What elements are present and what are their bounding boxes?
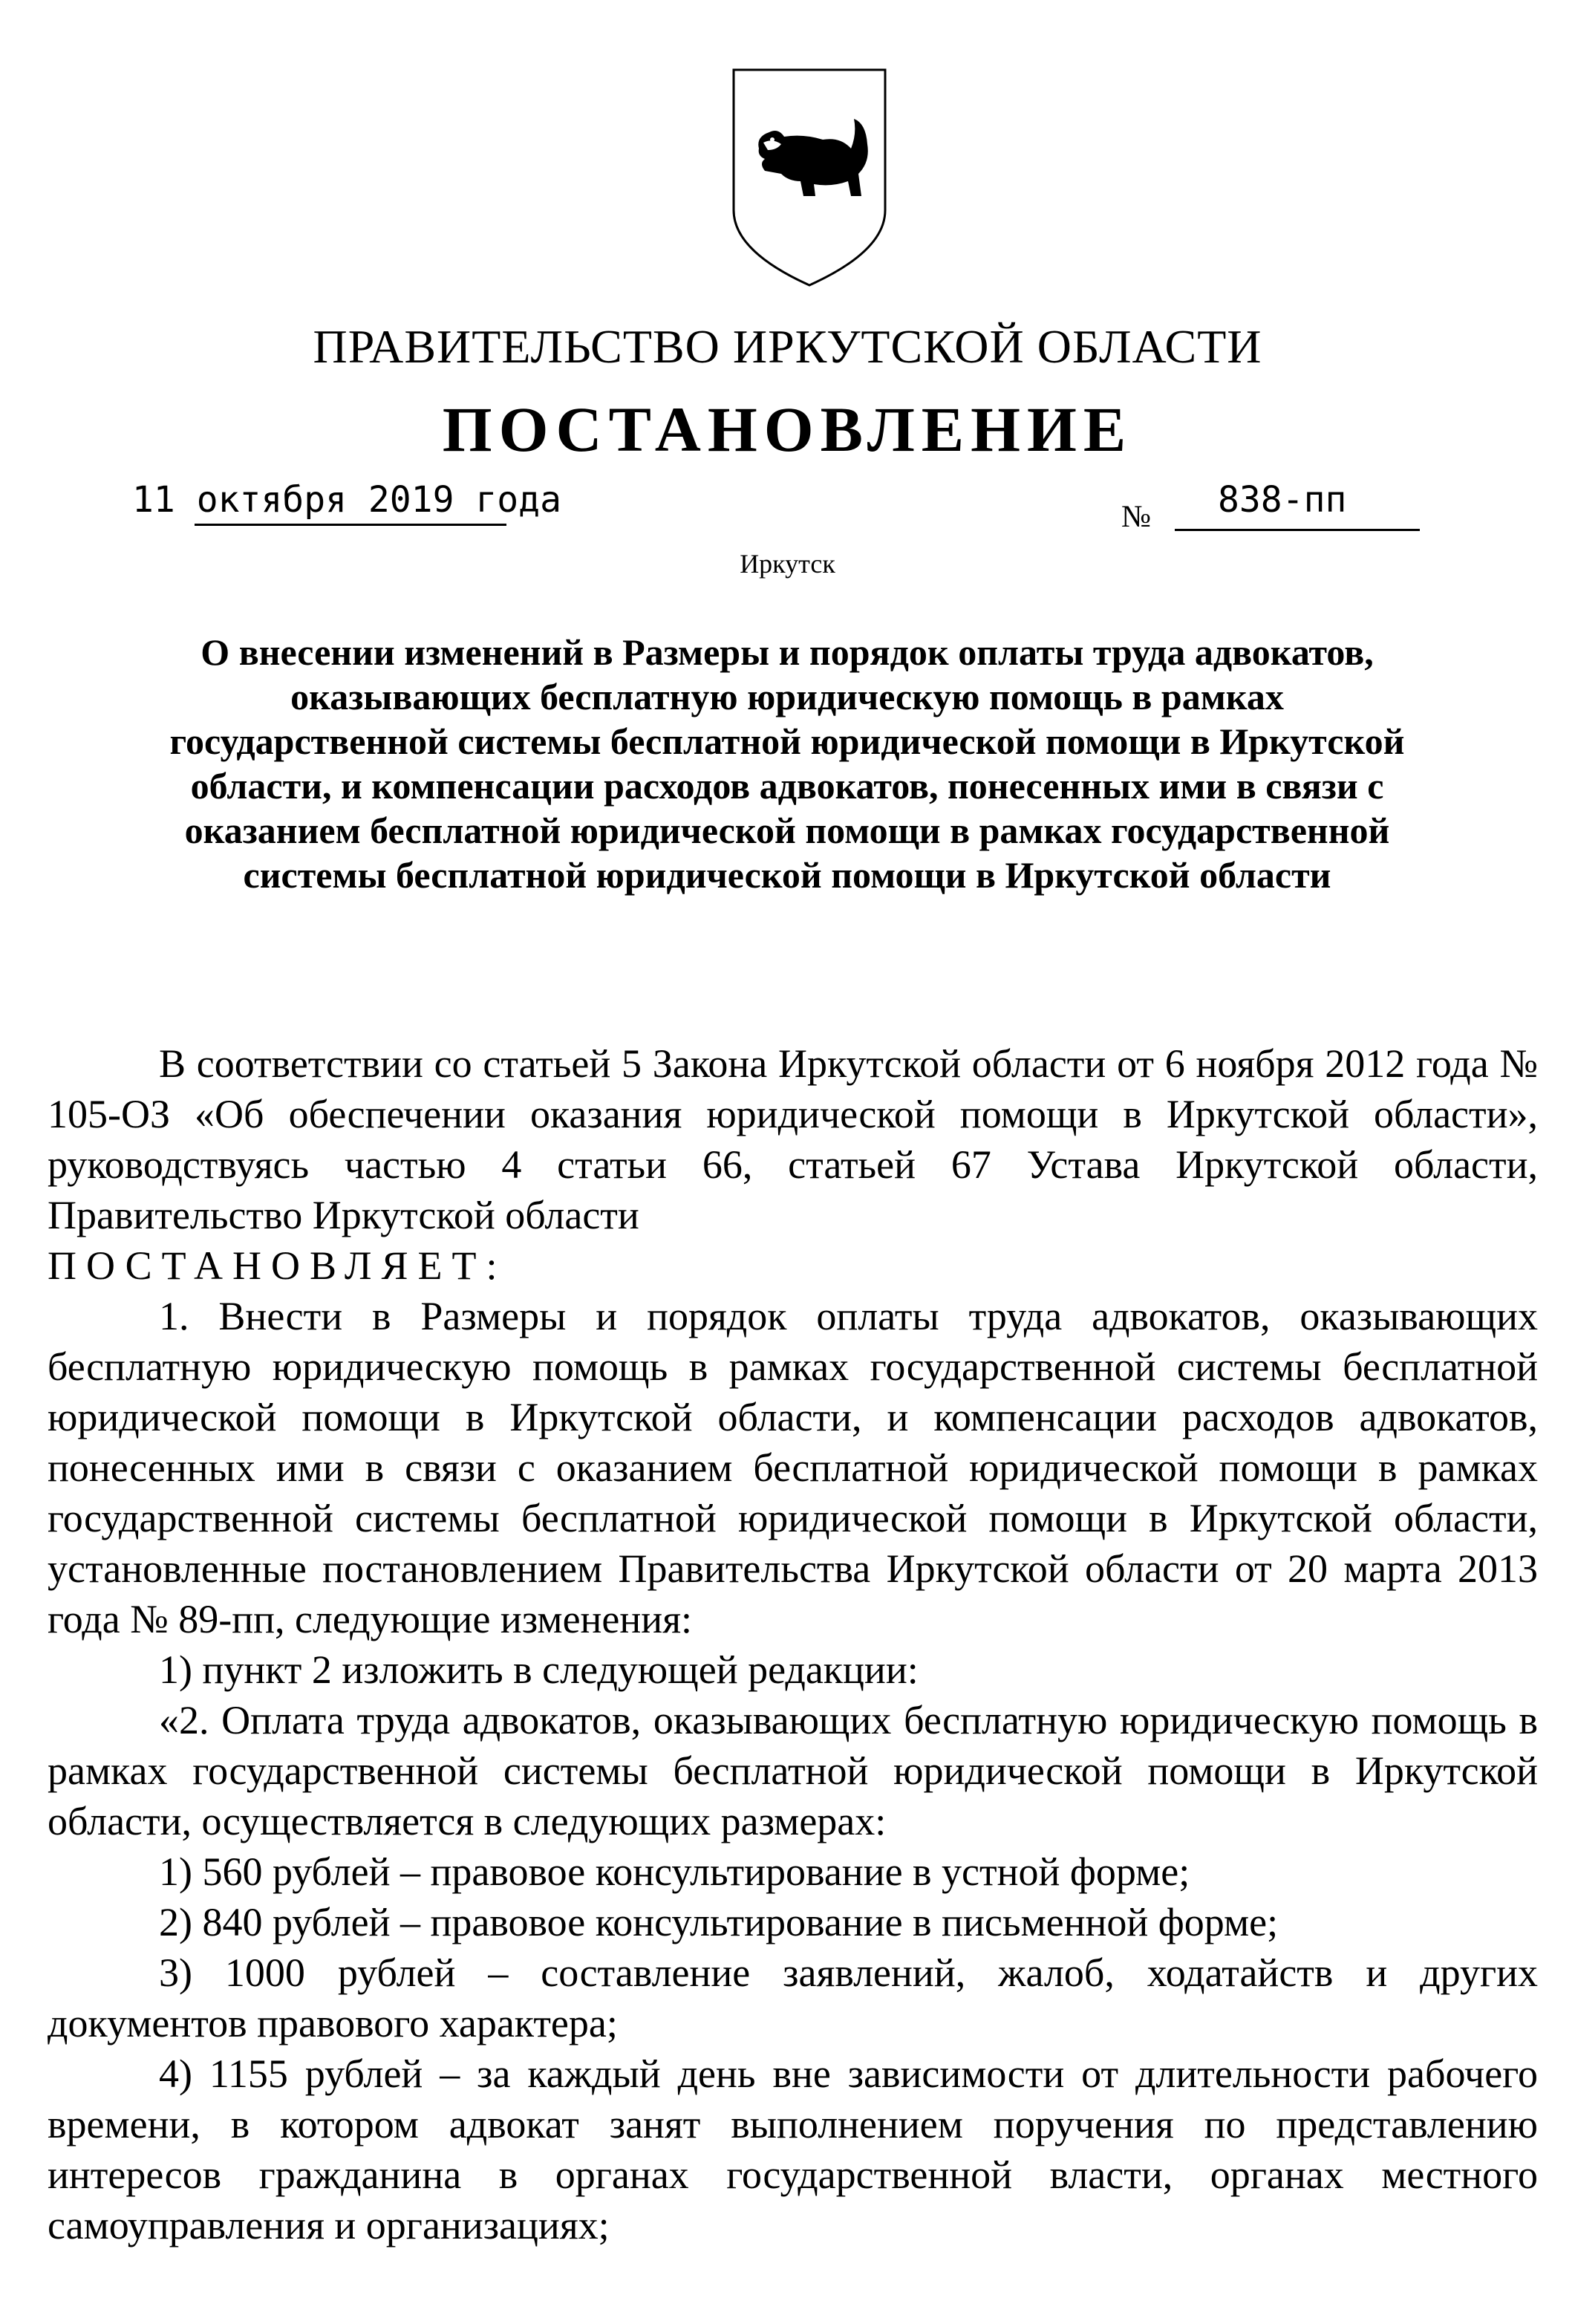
- title-line: государственной системы бесплатной юридической помощи в Иркутской: [169, 720, 1405, 762]
- title-line: области, и компенсации расходов адвокатов, понесенных ими в связи с: [190, 765, 1384, 807]
- title-line: оказывающих бесплатную юридическую помощь в рамках: [290, 676, 1284, 717]
- government-name: ПРАВИТЕЛЬСТВО ИРКУТСКОЙ ОБЛАСТИ: [313, 320, 1262, 373]
- decree-word: ПОСТАНОВЛЯЕТ:: [48, 1243, 507, 1288]
- title-line: системы бесплатной юридической помощи в Иркутской области: [243, 854, 1331, 896]
- rate-item: 3) 1000 рублей – составление заявлений, жалоб, ходатайств и других документов правового характера;: [48, 1950, 1538, 2045]
- rate-item: 4) 1155 рублей – за каждый день вне зависимости от длительности рабочего времени, в котором адвокат занят выполнением поручения по представлению интересов гражданина в органах государственной власти, органах местного самоуправления и организациях;: [48, 2051, 1538, 2247]
- subitem-1-paragraph: 1) пункт 2 изложить в следующей редакции:: [159, 1647, 919, 1692]
- quoted-item-2-paragraph: «2. Оплата труда адвокатов, оказывающих бесплатную юридическую помощь в рамках государственной системы бесплатной юридической помощи в Иркутской области, осуществляется в следующих размерах:: [48, 1698, 1538, 1843]
- title-line: оказанием бесплатной юридической помощи в рамках государственной: [184, 810, 1390, 851]
- item-1-paragraph: 1. Внести в Размеры и порядок оплаты труда адвокатов, оказывающих бесплатную юридическую помощь в рамках государственной системы бесплатной юридической помощи в Иркутской области, и компенсации расходов адвокатов, понесенных ими в связи с оказанием бесплатной юридической помощи в рамках государственной системы бесплатной юридической помощи в Иркутской области, установленные постановлением Правительства Иркутской области от 20 марта 2013 года № 89-пп, следующие изменения:: [48, 1294, 1538, 1641]
- number-underline: [1175, 529, 1420, 531]
- title-line: О внесении изменений в Размеры и порядок оплаты труда адвокатов,: [200, 631, 1374, 673]
- document-type-heading: ПОСТАНОВЛЕНИЕ: [442, 394, 1133, 465]
- number-sign: №: [1121, 500, 1152, 534]
- preamble-paragraph: В соответствии со статьей 5 Закона Иркутской области от 6 ноября 2012 года № 105-ОЗ «Об обеспечении оказания юридической помощи в Иркутской области», руководствуясь частью 4 статьи 66, статьей 67 Устава Иркутской области, Правительство Иркутской области: [48, 1041, 1538, 1237]
- document-number: 838-пп: [1218, 479, 1347, 521]
- rate-item: 1) 560 рублей – правовое консультирование в устной форме;: [159, 1849, 1190, 1894]
- city-label: Иркутск: [740, 549, 835, 579]
- rate-item: 2) 840 рублей – правовое консультирование в письменной форме;: [159, 1900, 1279, 1944]
- date-underline: [195, 524, 506, 526]
- document-body: [48, 1038, 1538, 2250]
- document-date: 11 октября 2019 года: [132, 479, 561, 521]
- document-title: [52, 630, 1522, 897]
- coat-of-arms-icon: [720, 65, 899, 288]
